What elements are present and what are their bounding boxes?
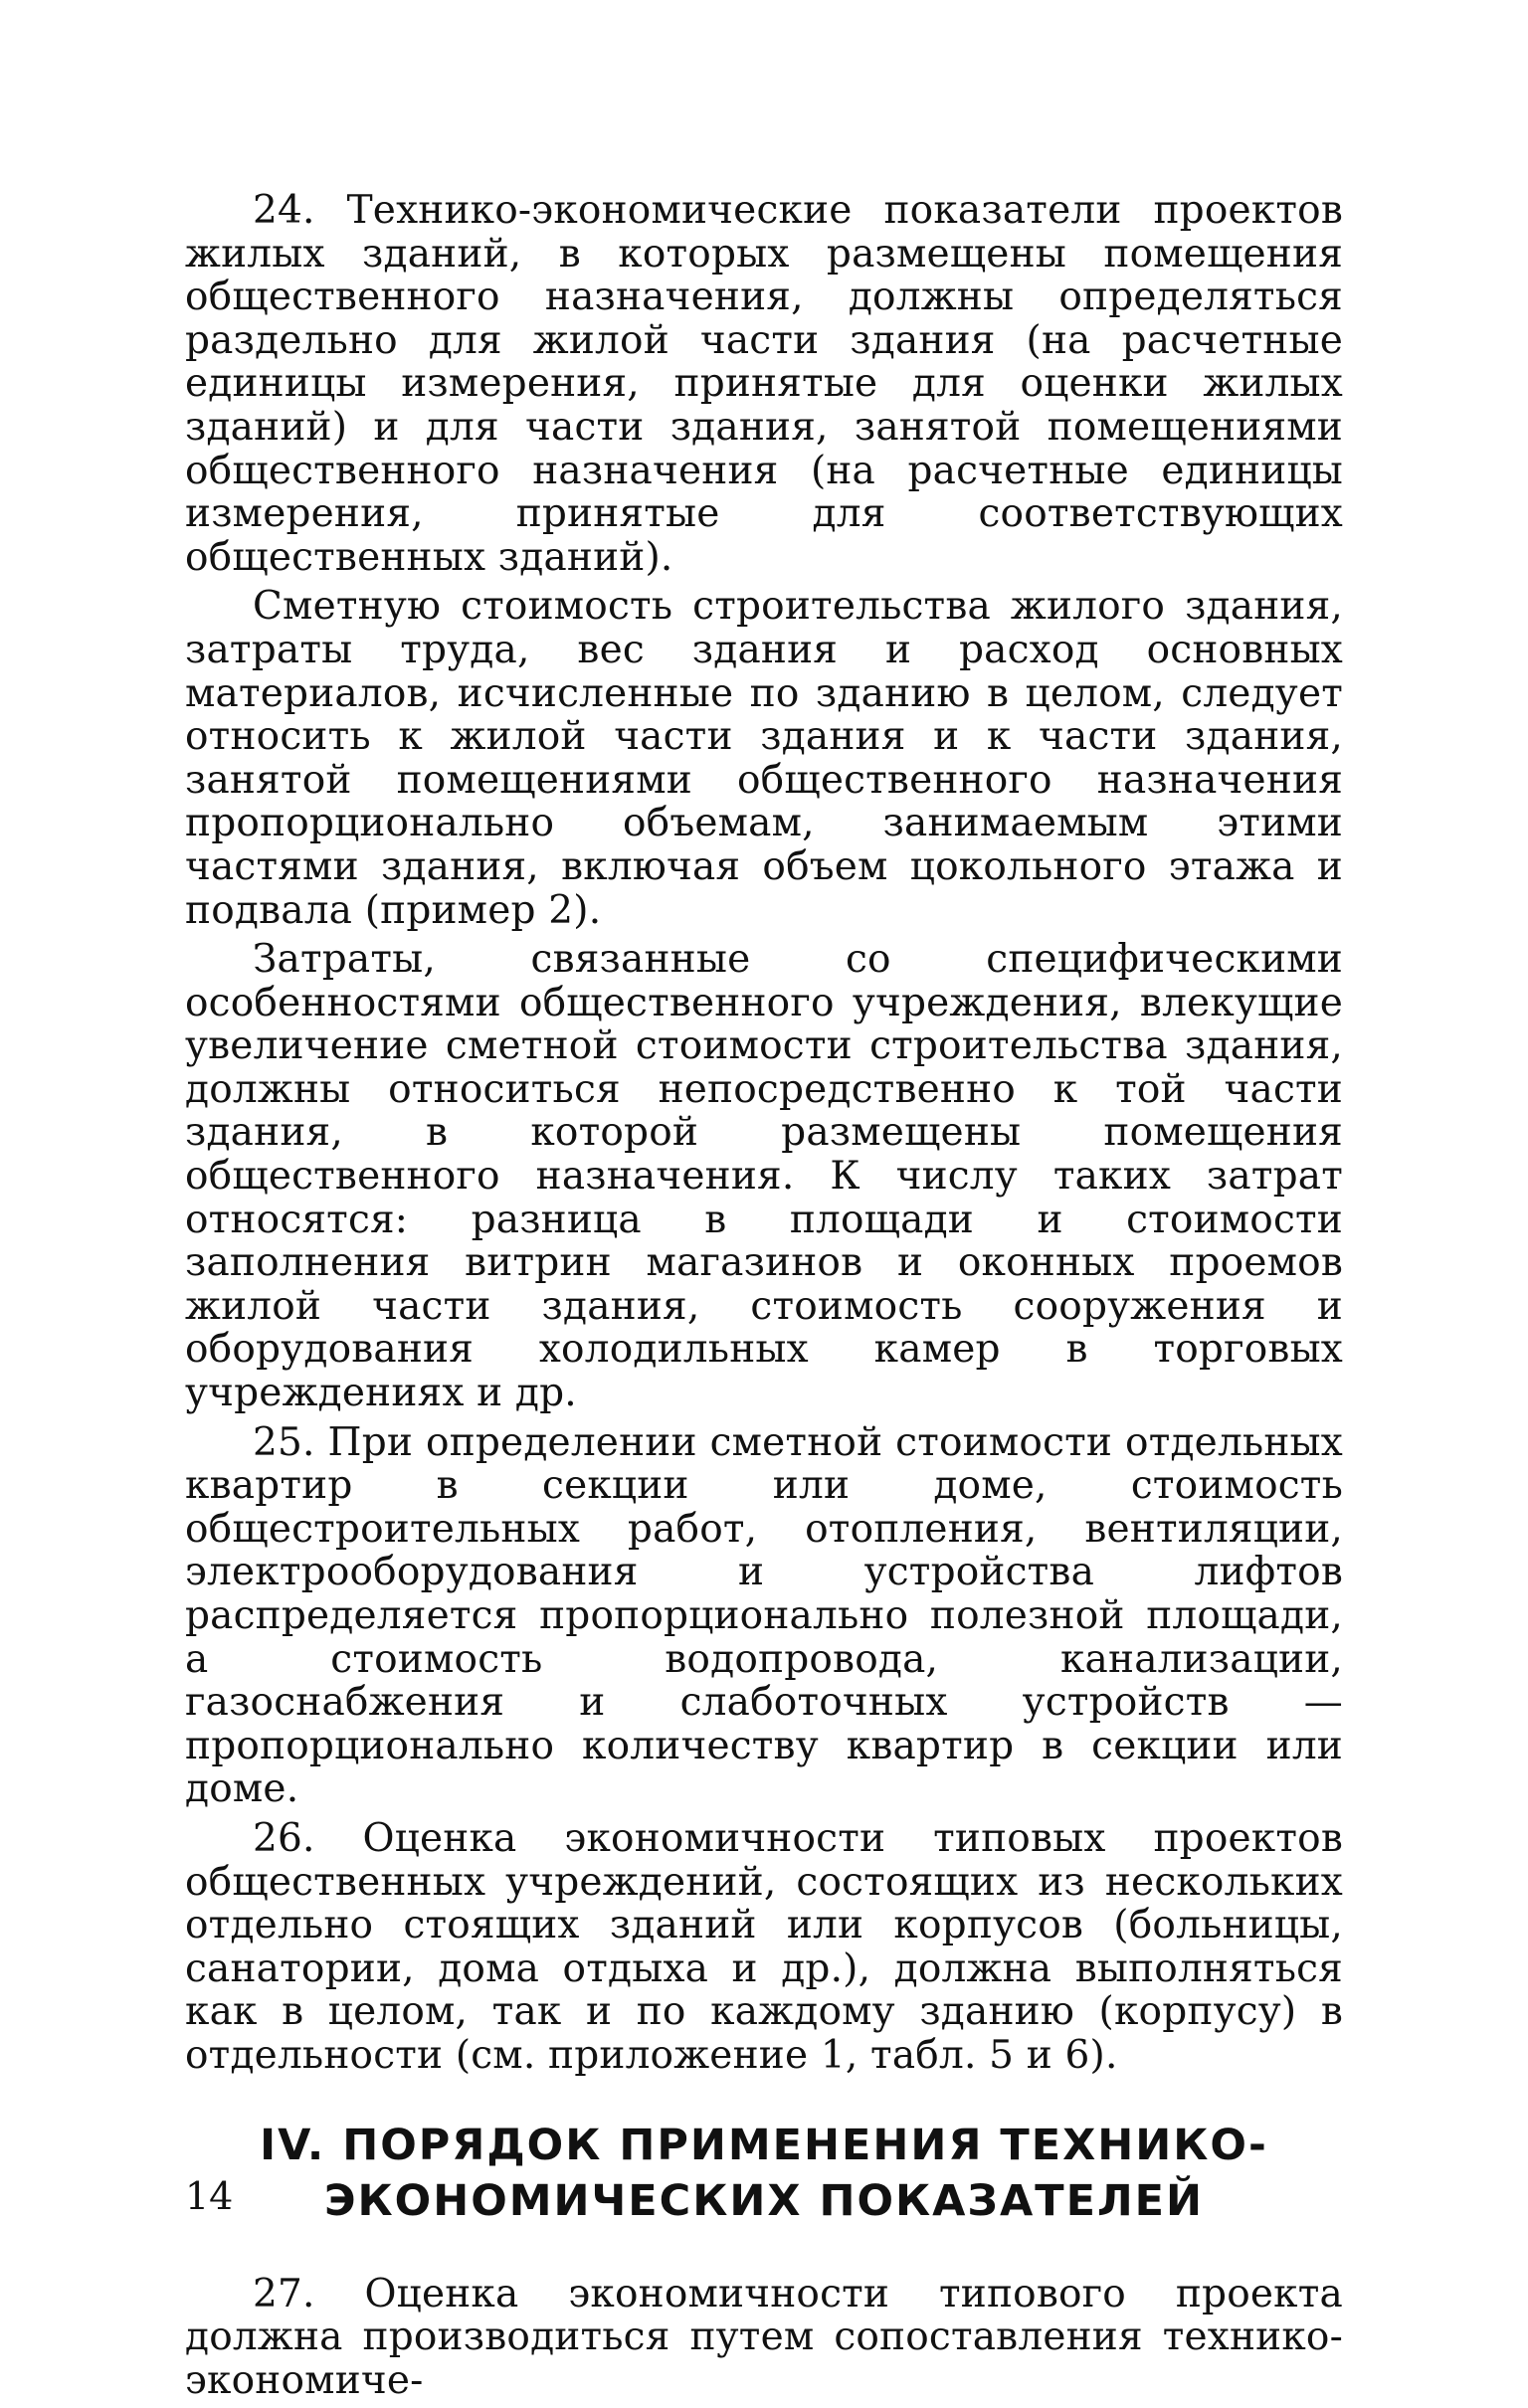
paragraph-specific-costs: Затраты, связанные со специфическими особенностями общественного учреждения, влекущие увеличение сметной стоимости строительства здания, должны относиться непосредственно к той части здания, в которой размещены помещения общественного назначения. К числу таких затрат относятся: разница в площади и стоимости заполнения витрин магазинов и оконных проемов жилой части здания, стоимость сооружения и оборудования холодильных камер в торговых учреждениях и др. — [185, 937, 1343, 1416]
paragraph-26: 26. Оценка экономичности типовых проектов общественных учреждений, состоящих из нескольких отдельно стоящих зданий или корпусов (больницы, санатории, дома отдыха и др.), должна выполняться как в целом, так и по каждому зданию (корпусу) в отдельности (см. приложение 1, табл. 5 и 6). — [185, 1815, 1343, 2078]
paragraph-25: 25. При определении сметной стоимости отдельных квартир в секции или доме, стоимость общестроительных работ, отопления, вентиляции, электрооборудования и устройства лифтов распределяется пропорционально полезной площади, а стоимость водопровода, канализации, газоснабжения и слаботочных устройств — пропорционально количеству квартир в секции или доме. — [185, 1419, 1343, 1812]
section-title-line-2: ЭКОНОМИЧЕСКИХ ПОКАЗАТЕЛЕЙ — [323, 2175, 1205, 2226]
page-number: 14 — [185, 2174, 234, 2218]
section-title-line-1: IV. ПОРЯДОК ПРИМЕНЕНИЯ ТЕХНИКО- — [260, 2120, 1268, 2170]
page-body — [185, 189, 1343, 2408]
paragraph-24: 24. Технико-экономические показатели проектов жилых зданий, в которых размещены помещения общественного назначения, должны определяться раздельно для жилой части здания (на расчетные единицы измерения, принятые для оценки жилых зданий) и для части здания, занятой помещениями общественного назначения (на расчетные единицы измерения, принятые для соответствующих общественных зданий). — [185, 188, 1343, 580]
paragraph-estimate-cost: Сметную стоимость строительства жилого здания, затраты труда, вес здания и расход основных материалов, исчисленные по зданию в целом, следует относить к жилой части здания и к части здания, занятой помещениями общественного назначения пропорционально объемам, занимаемым этими частями здания, включая объем цокольного этажа и подвала (пример 2). — [185, 584, 1343, 933]
section-title — [185, 2118, 1343, 2229]
paragraph-27: 27. Оценка экономичности типового проекта должна производиться путем сопоставления технико-экономиче- — [185, 2271, 1343, 2403]
